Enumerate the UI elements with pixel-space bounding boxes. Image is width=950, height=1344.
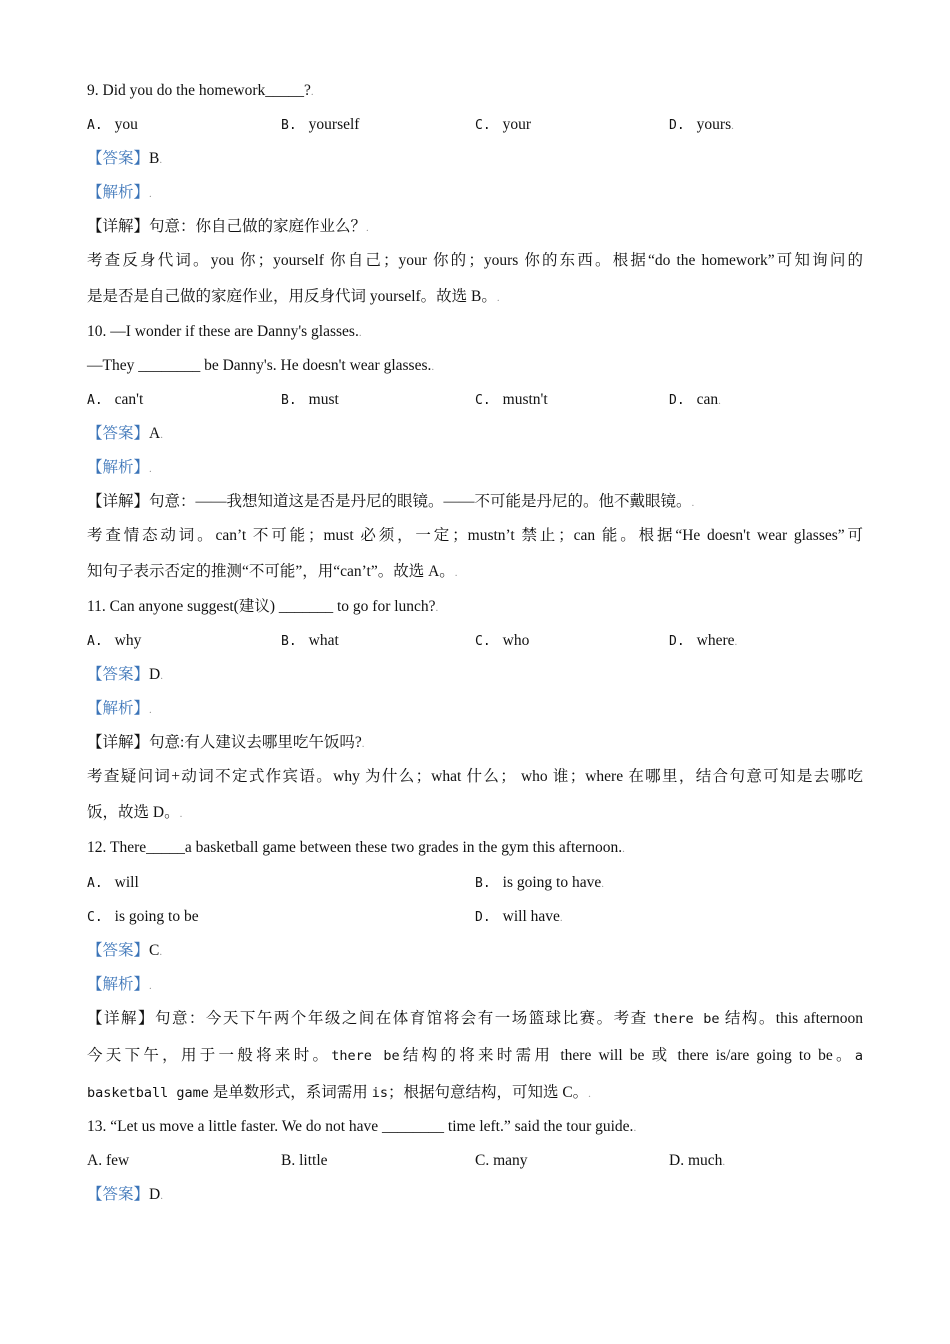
q12-analysis-label: 【解析】. (87, 976, 152, 993)
q12-option-b: B. is going to have. (475, 874, 604, 891)
q12-explain-line-2: basketball game 是单数形式，系词需用 is；根据句意结构，可知选 C。. (87, 1084, 591, 1101)
q13-option-c: C. many (475, 1152, 528, 1169)
q13-option-a: A. few (87, 1152, 130, 1169)
q11-detail: 【详解】句意:有人建议去哪里吃午饭吗?. (87, 734, 365, 751)
q10-option-d: D. can. (669, 391, 721, 408)
q10-analysis-label: 【解析】. (87, 459, 152, 476)
question-13-stem: 13. “Let us move a little faster. We do not have ________ time left.” said the tour guide.. (87, 1118, 637, 1135)
q13-answer: 【答案】D. (87, 1186, 163, 1203)
q10-explain-line-1: 考查情态动词。can’t 不可能；must 必须，一定；mustn’t 禁止；can 能。根据“He doesn't wear glasses”可 (87, 527, 863, 544)
question-10-stem: 10. —I wonder if these are Danny's glasses.. (87, 323, 362, 340)
q11-option-c: C. who (475, 632, 530, 649)
q9-explain-line-1: 考查反身代词。you 你；yourself 你自己；your 你的；yours 你的东西。根据“do the homework”可知询问的 (87, 252, 863, 269)
q12-option-c: C. is going to be (87, 908, 199, 925)
q13-option-b: B. little (281, 1152, 328, 1169)
q9-analysis-label: 【解析】. (87, 184, 152, 201)
q11-option-b: B. what (281, 632, 339, 649)
q12-explain-line-1: 今天下午，用于一般将来时。there be结构的将来时需用 there will be 或 there is/are going to be。a (87, 1047, 863, 1064)
q10-detail: 【详解】句意：——我想知道这是否是丹尼的眼镜。——不可能是丹尼的。他不戴眼镜。. (87, 493, 695, 510)
q9-option-d: D. yours. (669, 116, 734, 133)
q10-option-b: B. must (281, 391, 339, 408)
q11-explain-line-1: 考查疑问词+动词不定式作宾语。why 为什么；what 什么； who 谁；where 在哪里，结合句意可知是去哪吃 (87, 768, 863, 785)
q12-option-d: D. will have. (475, 908, 563, 925)
q10-option-a: A. can't (87, 391, 144, 408)
q9-option-c: C. your (475, 116, 532, 133)
question-10-stem-2: —They ________ be Danny's. He doesn't wear glasses.. (87, 357, 435, 374)
q11-option-d: D. where. (669, 632, 738, 649)
q10-option-c: C. mustn't (475, 391, 548, 408)
q11-analysis-label: 【解析】. (87, 700, 152, 717)
q12-option-a: A. will (87, 874, 139, 891)
q9-option-a: A. you (87, 116, 138, 133)
q10-explain-line-2: 知句子表示否定的推测“不可能”，用“can’t”。故选 A。. (87, 563, 458, 580)
q9-explain-line-2: 是是否是自己做的家庭作业，用反身代词 yourself。故选 B。. (87, 288, 500, 305)
q10-answer: 【答案】A. (87, 425, 163, 442)
q12-answer: 【答案】C. (87, 942, 163, 959)
question-11-stem: 11. Can anyone suggest(建议) _______ to go for lunch?. (87, 598, 439, 615)
q9-option-b: B. yourself (281, 116, 360, 133)
q9-detail: 【详解】句意：你自己做的家庭作业么？. (87, 218, 369, 235)
question-12-stem: 12. There_____a basketball game between these two grades in the gym this afternoon.. (87, 839, 625, 856)
q12-detail: 【详解】句意：今天下午两个年级之间在体育馆将会有一场篮球比赛。考查 there be 结构。this afternoon (87, 1010, 863, 1027)
q11-answer: 【答案】D. (87, 666, 163, 683)
q13-option-d: D. much. (669, 1152, 726, 1169)
question-9-stem: 9. Did you do the homework_____?. (87, 82, 314, 99)
q11-option-a: A. why (87, 632, 142, 649)
q9-answer: 【答案】B. (87, 150, 163, 167)
q11-explain-line-2: 饭，故选 D。. (87, 804, 183, 821)
